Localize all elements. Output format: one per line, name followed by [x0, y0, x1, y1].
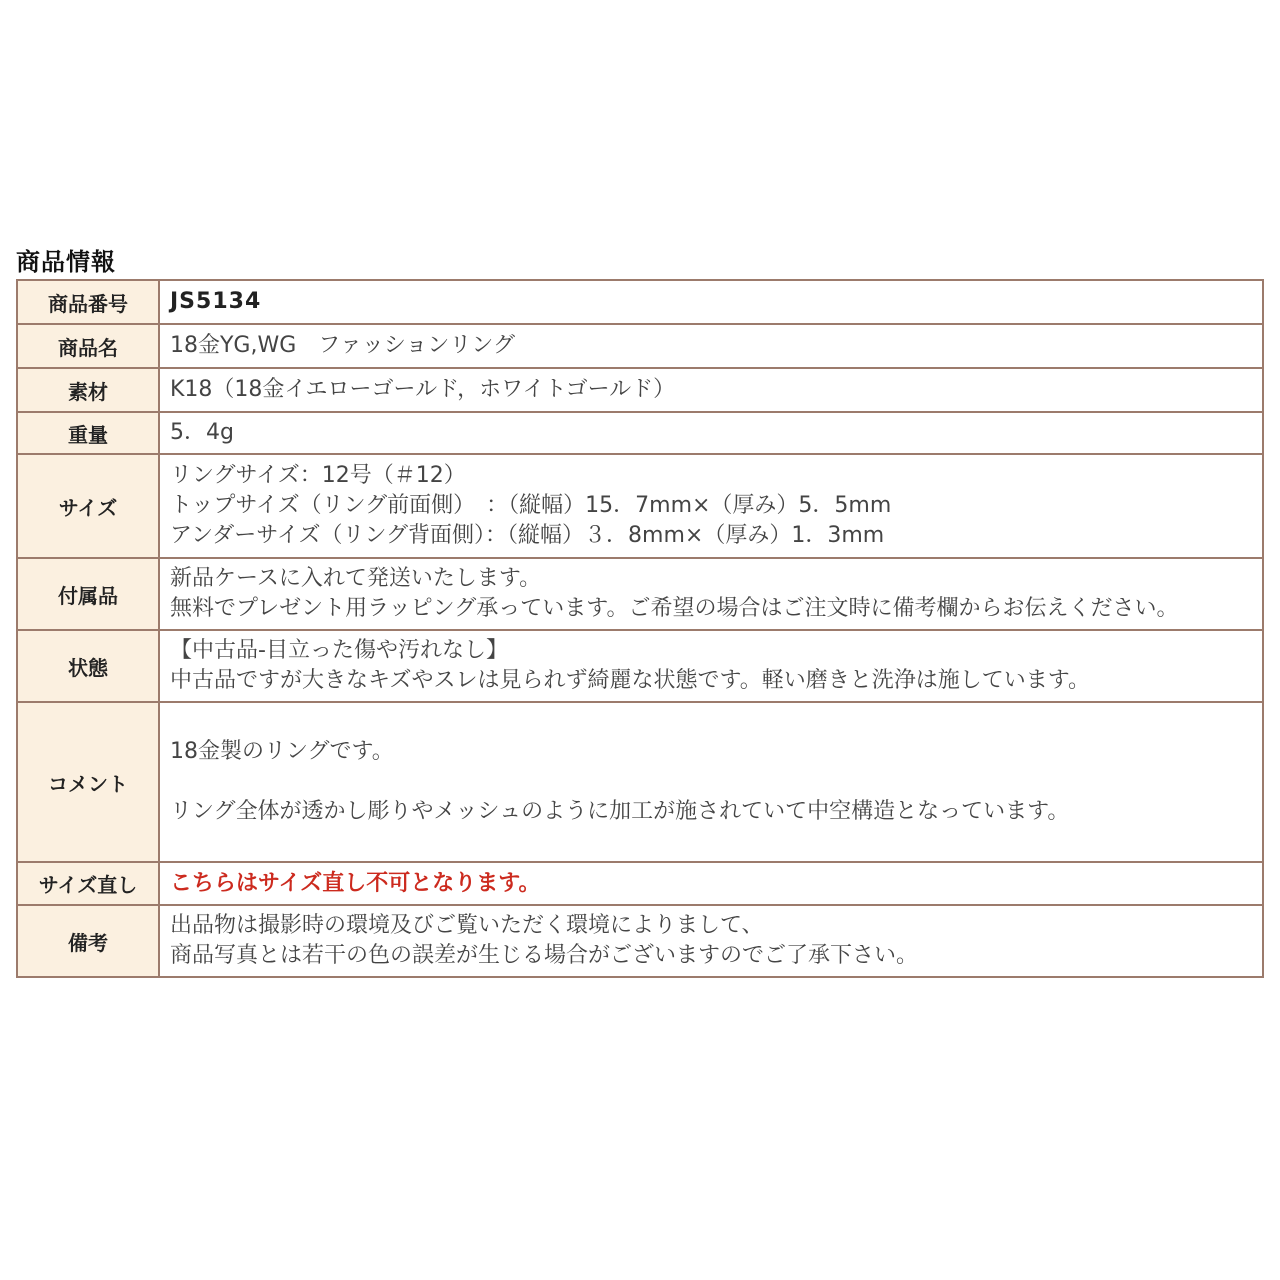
comment-line-structure: リング全体が透かし彫りやメッシュのように加工が施されていて中空構造となっています。 — [170, 799, 1070, 824]
value-material: K18（18金イエローゴールド，ホワイトゴールド） — [159, 368, 1263, 412]
value-size — [159, 454, 1263, 558]
notes-line-color-difference: 商品写真とは若干の色の誤差が生じる場合がございますのでご了承下さい。 — [170, 943, 919, 968]
value-product-name: 18金YG,WG ファッションリング — [159, 324, 1263, 368]
row-material — [17, 368, 1263, 412]
product-info-table — [16, 279, 1264, 978]
value-notes — [159, 905, 1263, 977]
section-title: 商品情報 — [16, 248, 116, 276]
value-accessories — [159, 558, 1263, 630]
comment-spacer — [170, 767, 1262, 797]
label-material: 素材 — [17, 368, 159, 412]
row-notes — [17, 905, 1263, 977]
label-accessories: 付属品 — [17, 558, 159, 630]
resize-warning-text: こちらはサイズ直し不可となります。 — [170, 870, 541, 896]
row-condition — [17, 630, 1263, 702]
label-comment: コメント — [17, 702, 159, 862]
value-resize — [159, 862, 1263, 905]
condition-line-grade: 【中古品-目立った傷や汚れなし】 — [170, 638, 508, 663]
size-line-ring: リングサイズ：12号（＃12） — [170, 463, 466, 488]
accessories-line-wrapping: 無料でプレゼント用ラッピング承っています。ご希望の場合はご注文時に備考欄からお伝えください。 — [170, 596, 1179, 621]
row-size — [17, 454, 1263, 558]
value-product-code — [159, 280, 1263, 324]
value-comment — [159, 702, 1263, 862]
row-accessories — [17, 558, 1263, 630]
row-product-code — [17, 280, 1263, 324]
row-weight — [17, 412, 1263, 454]
label-resize: サイズ直し — [17, 862, 159, 905]
size-line-under: アンダーサイズ（リング背面側）：（縦幅）３．8mm×（厚み）1．3mm — [170, 523, 885, 548]
accessories-line-case: 新品ケースに入れて発送いたします。 — [170, 566, 542, 591]
label-weight: 重量 — [17, 412, 159, 454]
row-product-name — [17, 324, 1263, 368]
row-comment — [17, 702, 1263, 862]
product-code-text: JS5134 — [170, 289, 262, 314]
condition-line-detail: 中古品ですが大きなキズやスレは見られず綺麗な状態です。軽い磨きと洗浄は施しています。 — [170, 668, 1091, 693]
label-size: サイズ — [17, 454, 159, 558]
label-notes: 備考 — [17, 905, 159, 977]
size-line-top: トップサイズ（リング前面側） ：（縦幅）15．7mm×（厚み）5．5mm — [170, 493, 892, 518]
label-condition: 状態 — [17, 630, 159, 702]
comment-line-material: 18金製のリングです。 — [170, 739, 394, 764]
row-resize — [17, 862, 1263, 905]
notes-line-environment: 出品物は撮影時の環境及びご覧いただく環境によりまして、 — [170, 913, 764, 938]
value-condition — [159, 630, 1263, 702]
label-product-code: 商品番号 — [17, 280, 159, 324]
value-weight: 5．4g — [159, 412, 1263, 454]
label-product-name: 商品名 — [17, 324, 159, 368]
